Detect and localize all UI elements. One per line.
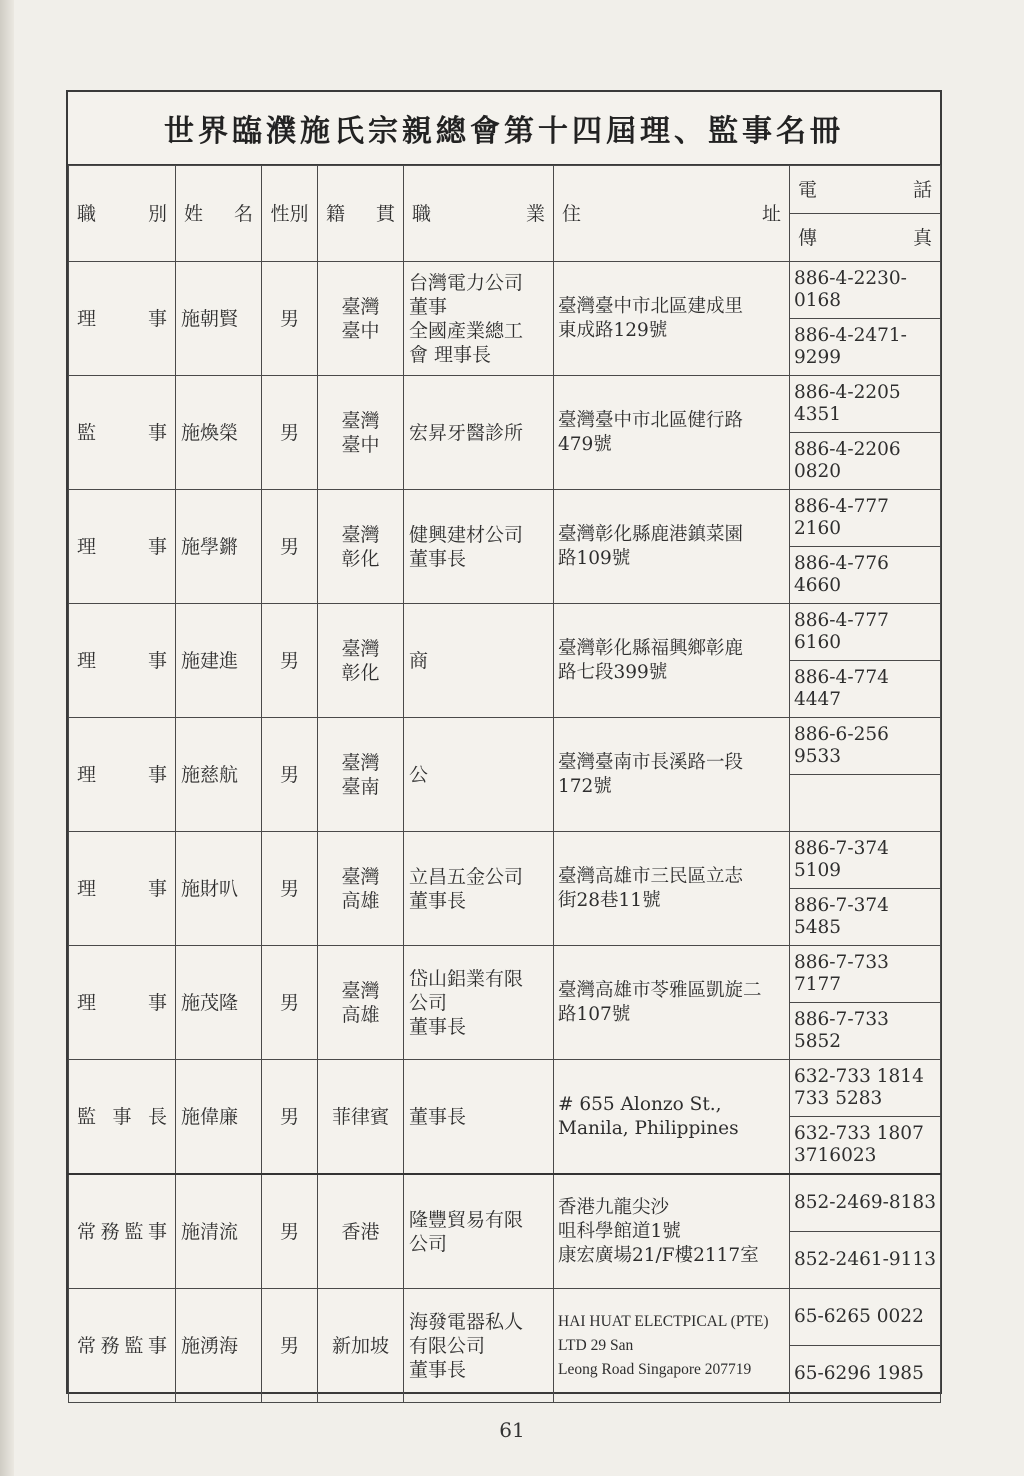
gender-cell: 男: [262, 832, 318, 946]
gender-cell: 男: [262, 490, 318, 604]
fax-cell: 65-6296 1985: [790, 1346, 941, 1403]
address-cell: 臺灣彰化縣鹿港鎮菜園 路109號: [554, 490, 790, 604]
name-cell: 施偉廉: [176, 1060, 262, 1175]
header-position: 職 別: [69, 166, 176, 262]
fax-cell: 886-7-374 5485: [790, 889, 941, 946]
fax-cell: 886-4-2471- 9299: [790, 319, 941, 376]
gender-cell: 男: [262, 718, 318, 832]
address-cell: 臺灣彰化縣福興鄉彰鹿 路七段399號: [554, 604, 790, 718]
phone-cell: 852-2469-8183: [790, 1174, 941, 1232]
table-row: [69, 1289, 941, 1346]
header-row: [69, 166, 941, 214]
occupation-cell: 公: [404, 718, 554, 832]
origin-cell: 臺灣 彰化: [318, 490, 404, 604]
gender-cell: 男: [262, 946, 318, 1060]
origin-cell: 菲律賓: [318, 1060, 404, 1175]
origin-cell: 臺灣 臺南: [318, 718, 404, 832]
fax-cell: 886-4-774 4447: [790, 661, 941, 718]
occupation-cell: 商: [404, 604, 554, 718]
header-address: 住 址: [554, 166, 790, 262]
position-cell: 理 事: [69, 832, 176, 946]
phone-cell: 65-6265 0022: [790, 1289, 941, 1346]
occupation-cell: 台灣電力公司 董事 全國產業總工 會 理事長: [404, 262, 554, 376]
gender-cell: 男: [262, 1060, 318, 1175]
name-cell: 施慈航: [176, 718, 262, 832]
origin-cell: 臺灣 臺中: [318, 376, 404, 490]
page-title: 世界臨濮施氏宗親總會第十四屆理、監事名冊: [68, 92, 940, 165]
phone-cell: 632-733 1814 733 5283: [790, 1060, 941, 1117]
fax-cell: 886-7-733 5852: [790, 1003, 941, 1060]
table-row: [69, 718, 941, 775]
header-name: 姓 名: [176, 166, 262, 262]
position-cell: 理 事: [69, 604, 176, 718]
gender-cell: 男: [262, 1174, 318, 1289]
name-cell: 施湧海: [176, 1289, 262, 1403]
address-cell: 臺灣高雄市三民區立志 街28巷11號: [554, 832, 790, 946]
occupation-cell: 岱山鋁業有限 公司 董事長: [404, 946, 554, 1060]
phone-cell: 886-7-374 5109: [790, 832, 941, 889]
occupation-cell: 董事長: [404, 1060, 554, 1175]
table-row: [69, 376, 941, 433]
address-cell: 臺灣高雄市苓雅區凱旋二 路107號: [554, 946, 790, 1060]
occupation-cell: 健興建材公司 董事長: [404, 490, 554, 604]
position-cell: 監 事: [69, 376, 176, 490]
gender-cell: 男: [262, 262, 318, 376]
position-cell: 理 事: [69, 946, 176, 1060]
address-cell: 臺灣臺南市長溪路一段 172號: [554, 718, 790, 832]
name-cell: 施清流: [176, 1174, 262, 1289]
table-row: [69, 1060, 941, 1117]
phone-cell: 886-4-2230-0168: [790, 262, 941, 319]
fax-cell: 886-4-776 4660: [790, 547, 941, 604]
fax-cell: [790, 775, 941, 832]
name-cell: 施建進: [176, 604, 262, 718]
table-row: [69, 832, 941, 889]
header-origin: 籍 貫: [318, 166, 404, 262]
phone-cell: 886-7-733 7177: [790, 946, 941, 1003]
fax-cell: 886-4-2206 0820: [790, 433, 941, 490]
phone-cell: 886-6-256 9533: [790, 718, 941, 775]
table-row: [69, 946, 941, 1003]
position-cell: 理 事: [69, 262, 176, 376]
position-cell: 常 務 監 事: [69, 1174, 176, 1289]
occupation-cell: 立昌五金公司 董事長: [404, 832, 554, 946]
address-cell: 臺灣臺中市北區建成里 東成路129號: [554, 262, 790, 376]
origin-cell: 香港: [318, 1174, 404, 1289]
directory-frame: [66, 90, 942, 1394]
address-cell: 臺灣臺中市北區健行路 479號: [554, 376, 790, 490]
name-cell: 施朝賢: [176, 262, 262, 376]
gender-cell: 男: [262, 1289, 318, 1403]
address-cell: 香港九龍尖沙 咀科學館道1號 康宏廣場21/F樓2117室: [554, 1174, 790, 1289]
name-cell: 施財叭: [176, 832, 262, 946]
gender-cell: 男: [262, 604, 318, 718]
gender-cell: 男: [262, 376, 318, 490]
origin-cell: 臺灣 彰化: [318, 604, 404, 718]
header-phone: 電 話: [790, 166, 941, 214]
position-cell: 常 務 監 事: [69, 1289, 176, 1403]
fax-cell: 852-2461-9113: [790, 1232, 941, 1289]
position-cell: 理 事: [69, 490, 176, 604]
header-occupation: 職 業: [404, 166, 554, 262]
origin-cell: 臺灣 高雄: [318, 946, 404, 1060]
fax-cell: 632-733 1807 3716023: [790, 1117, 941, 1175]
address-cell: # 655 Alonzo St., Manila, Philippines: [554, 1060, 790, 1175]
origin-cell: 臺灣 高雄: [318, 832, 404, 946]
position-cell: 理 事: [69, 718, 176, 832]
name-cell: 施茂隆: [176, 946, 262, 1060]
occupation-cell: 隆豐貿易有限 公司: [404, 1174, 554, 1289]
header-gender: 性別: [262, 166, 318, 262]
origin-cell: 臺灣 臺中: [318, 262, 404, 376]
name-cell: 施學鏘: [176, 490, 262, 604]
origin-cell: 新加坡: [318, 1289, 404, 1403]
occupation-cell: 海發電器私人 有限公司 董事長: [404, 1289, 554, 1403]
table-row: [69, 262, 941, 319]
table-row: [69, 490, 941, 547]
header-fax: 傳 真: [790, 214, 941, 262]
page-number: 61: [499, 1418, 525, 1442]
address-cell: HAI HUAT ELECTPICAL (PTE) LTD 29 San Leong Road Singapore 207719: [554, 1289, 790, 1403]
phone-cell: 886-4-2205 4351: [790, 376, 941, 433]
phone-cell: 886-4-777 6160: [790, 604, 941, 661]
name-cell: 施煥榮: [176, 376, 262, 490]
table-row: [69, 604, 941, 661]
position-cell: 監 事 長: [69, 1060, 176, 1175]
page-binding-edge: [0, 0, 14, 1476]
occupation-cell: 宏昇牙醫診所: [404, 376, 554, 490]
directory-table: [68, 165, 941, 1403]
table-row: [69, 1174, 941, 1232]
phone-cell: 886-4-777 2160: [790, 490, 941, 547]
